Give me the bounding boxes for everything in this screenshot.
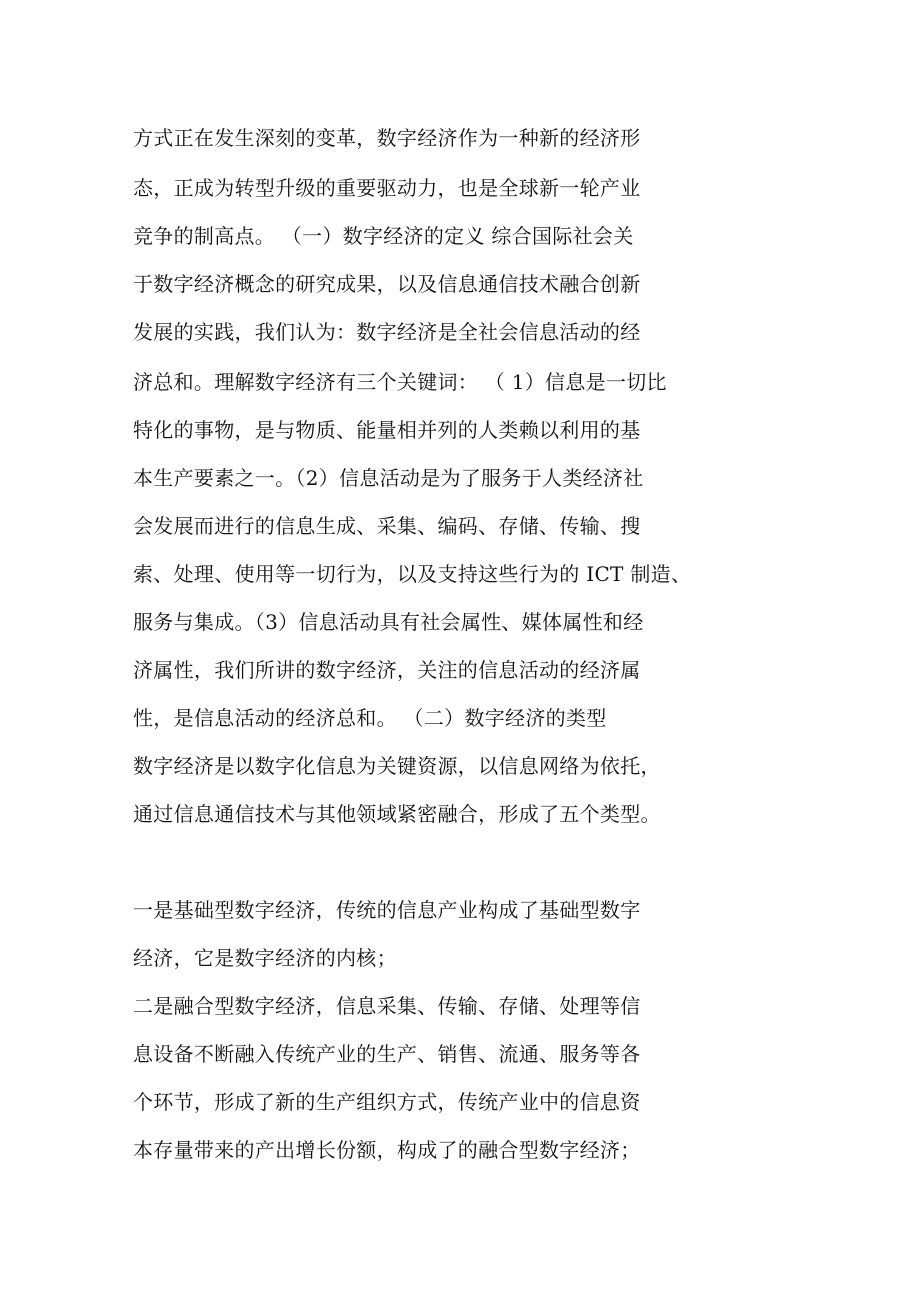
text-line: 个环节，形成了新的生产组织方式，传统产业中的信息资 [133,1090,641,1114]
text-line: 于数字经济概念的研究成果，以及信息通信技术融合创新 [133,272,641,296]
text-line: 性，是信息活动的经济总和。 （二）数字经济的类型 [133,706,607,730]
text-line: 二是融合型数字经济，信息采集、传输、存储、处理等信 [133,994,641,1018]
text-line: 经济，它是数字经济的内核； [133,946,397,970]
text-line: 本生产要素之一。（2）信息活动是为了服务于人类经济社 [133,466,644,490]
text-line: 本存量带来的产出增长份额，构成了的融合型数字经济； [133,1138,641,1162]
text-line: 服务与集成。（3）信息活动具有社会属性、媒体属性和经 [133,610,644,634]
text-line: 通过信息通信技术与其他领域紧密融合，形成了五个类型。 [133,802,661,826]
text-line: 发展的实践，我们认为：数字经济是全社会信息活动的经 [133,320,641,344]
text-line: 济属性，我们所讲的数字经济，关注的信息活动的经济属 [133,658,641,682]
text-line: 数字经济是以数字化信息为关键资源，以信息网络为依托， [133,754,661,778]
text-line: 竞争的制高点。 （一）数字经济的定义 综合国际社会关 [133,224,634,248]
text-line: 方式正在发生深刻的变革，数字经济作为一种新的经济形 [133,126,641,150]
text-line: 息设备不断融入传统产业的生产、销售、流通、服务等各 [133,1042,641,1066]
text-line: 态，正成为转型升级的重要驱动力，也是全球新一轮产业 [133,176,641,200]
text-line: 一是基础型数字经济，传统的信息产业构成了基础型数字 [133,898,641,922]
text-line: 索、处理、使用等一切行为，以及支持这些行为的 ICT 制造、 [133,562,692,586]
text-line: 会发展而进行的信息生成、采集、编码、存储、传输、搜 [133,514,641,538]
text-line: 济总和。理解数字经济有三个关键词： （ 1）信息是一切比 [133,370,667,394]
text-line: 特化的事物，是与物质、能量相并列的人类赖以利用的基 [133,418,641,442]
